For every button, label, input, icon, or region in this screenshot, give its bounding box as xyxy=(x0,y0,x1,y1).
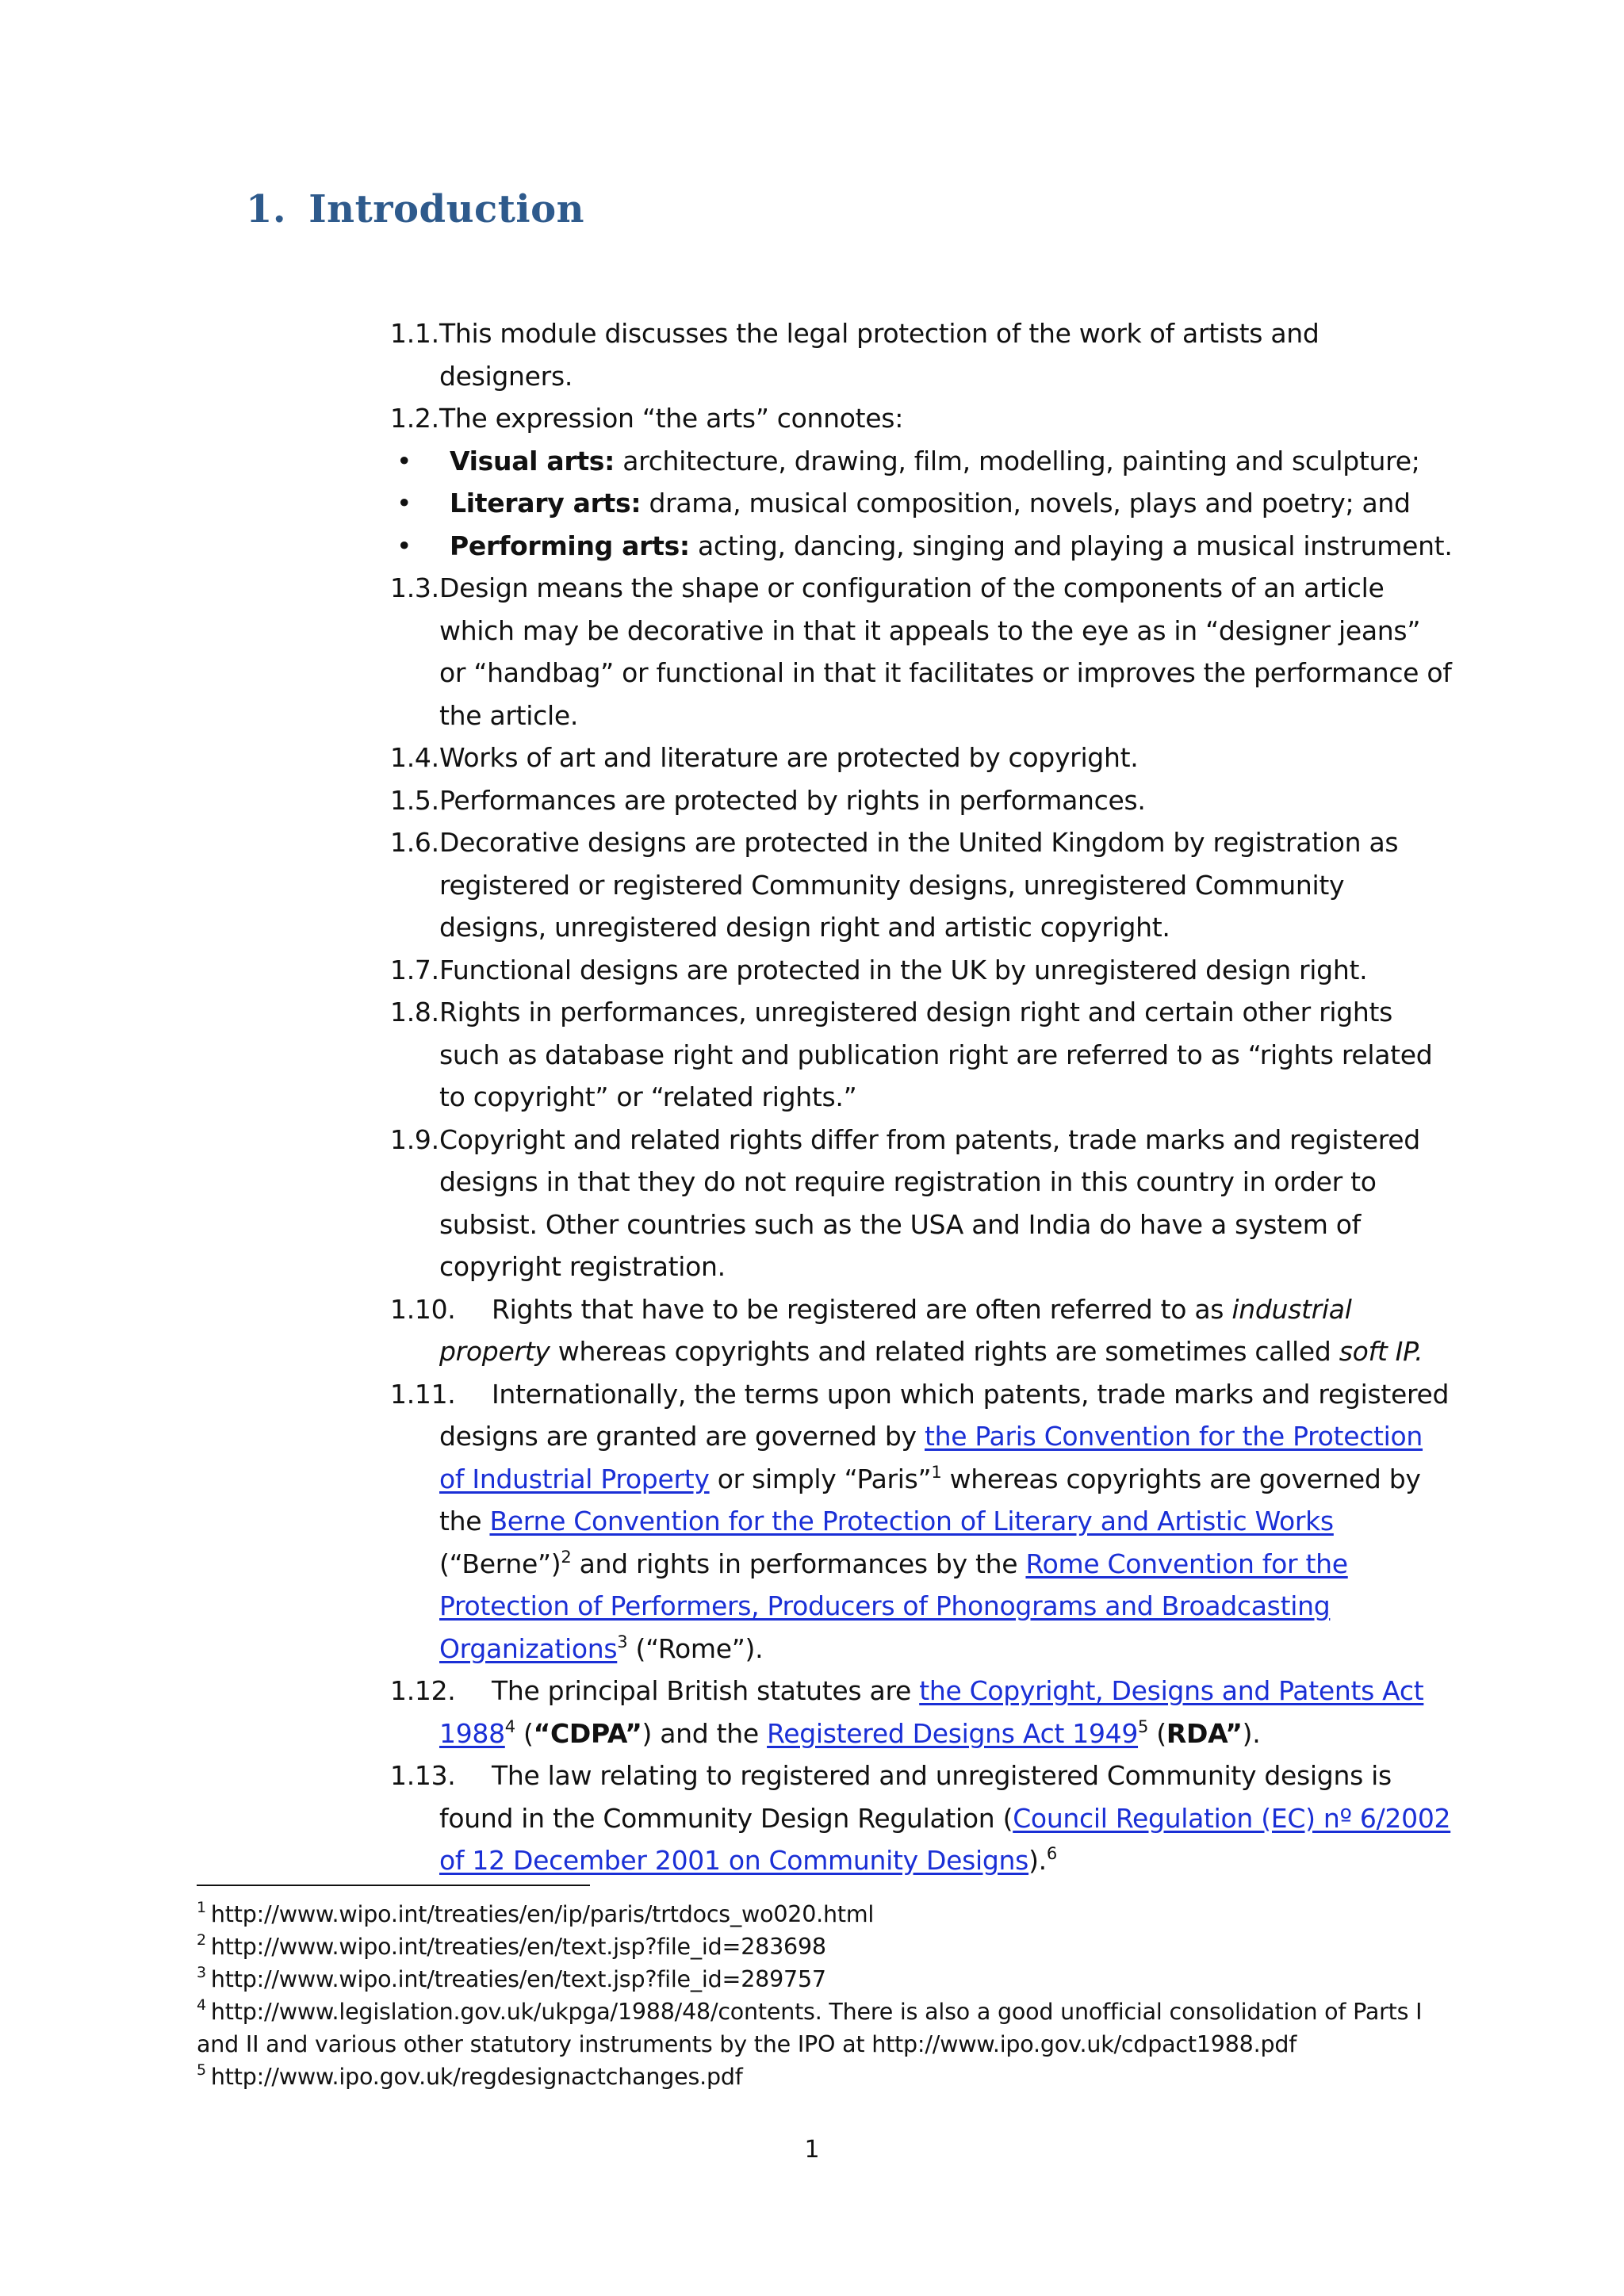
footnote-ref[interactable]: 4 xyxy=(504,1716,515,1736)
paragraph-text: ). xyxy=(1242,1717,1261,1749)
paragraph-1-7 xyxy=(390,949,1453,992)
berne-convention-link[interactable]: Berne Convention for the Protection of Literary and Artistic Works xyxy=(489,1506,1334,1536)
paragraph-text: Design means the shape or configuration of the components of an article which may be decorative in that it appeals to the eye as in “designer jeans” or “handbag” or functional in that it facilitates or improves the performance of the article. xyxy=(439,572,1452,731)
paragraph-text: Performances are protected by rights in performances. xyxy=(439,784,1146,816)
footnote-separator xyxy=(197,1885,590,1886)
paragraph-text: (“Berne”) xyxy=(439,1548,561,1579)
paragraph-1-4 xyxy=(390,737,1453,779)
paragraph-text: Rights in performances, unregistered design right and certain other rights such as database right and publication right are referred to as “rights related to copyright” or “related rights.” xyxy=(439,997,1433,1112)
paragraph-number: 1.7. xyxy=(390,954,439,985)
paragraph-text: This module discusses the legal protection of the work of artists and designers. xyxy=(439,318,1320,392)
council-regulation-link[interactable]: Council Regulation (EC) nº 6/2002 of 12 December 2001 on Community Designs xyxy=(439,1802,1451,1876)
bullet-term: Performing arts: xyxy=(450,530,690,561)
footnote-mark: 4 xyxy=(197,1996,206,2014)
paragraph-number: 1.2. xyxy=(390,403,439,434)
footnote-mark: 1 xyxy=(197,1899,206,1916)
section-number: 1. xyxy=(246,187,287,232)
paragraph-1-11 xyxy=(390,1373,1453,1670)
footnote-ref[interactable]: 3 xyxy=(617,1632,628,1651)
paragraph-text: Copyright and related rights differ from patents, trade marks and registered designs in that they do not require registration in this country in order to subsist. Other countries such as the USA and India do have a system of copyright registration. xyxy=(439,1123,1420,1282)
paragraph-1-5 xyxy=(390,779,1453,822)
paragraph-number: 1.1. xyxy=(390,318,439,349)
paragraph-text: whereas copyrights and related rights are sometimes called xyxy=(550,1336,1339,1367)
footnote xyxy=(197,1898,1434,1931)
paragraph-text: The law relating to registered and unregistered Community designs is found in the Community Design Regulation ( xyxy=(439,1760,1392,1834)
paragraph-1-13 xyxy=(390,1755,1453,1882)
footnote xyxy=(197,2061,1434,2093)
paragraph-number: 1.13. xyxy=(390,1760,456,1791)
section-title: Introduction xyxy=(308,187,585,232)
paragraph-1-2 xyxy=(390,397,1453,440)
paragraph-number: 1.6. xyxy=(390,827,439,858)
footnote-mark: 3 xyxy=(197,1964,206,1981)
paragraph-text: Internationally, the terms upon which patents, trade marks and registered designs are granted are governed by xyxy=(439,1378,1450,1452)
paragraph-number: 1.9. xyxy=(390,1123,439,1155)
paragraph-1-12 xyxy=(390,1670,1453,1755)
paragraph-1-9 xyxy=(390,1119,1453,1288)
section-body xyxy=(390,312,1453,1882)
paris-convention-link[interactable]: the Paris Convention for the Protection of Industrial Property xyxy=(439,1421,1423,1494)
footnote-text: http://www.legislation.gov.uk/ukpga/1988/48/contents. There is also a good unofficial consolidation of Parts I and II and various other statutory instruments by the IPO at http://www.ipo.gov.uk/cdpact1988.pdf xyxy=(197,1999,1423,2057)
rda-link[interactable]: Registered Designs Act 1949 xyxy=(767,1717,1139,1749)
paragraph-text: ( xyxy=(515,1717,534,1749)
paragraph-text: ) and the xyxy=(642,1717,768,1749)
paragraph-text: Functional designs are protected in the UK by unregistered design right. xyxy=(439,954,1368,985)
paragraph-number: 1.8. xyxy=(390,997,439,1027)
footnote-ref[interactable]: 6 xyxy=(1046,1844,1057,1863)
footnote-ref[interactable]: 2 xyxy=(561,1547,572,1567)
page-number: 1 xyxy=(804,2136,820,2164)
paragraph-number: 1.5. xyxy=(390,784,439,816)
paragraph-text: Decorative designs are protected in the United Kingdom by registration as registered or registered Community designs, unregistered Community designs, unregistered design right and artistic copyright. xyxy=(439,827,1399,943)
paragraph-text: The expression “the arts” connotes: xyxy=(439,403,904,434)
paragraph-number: 1.4. xyxy=(390,742,439,773)
footnote xyxy=(197,1931,1434,1963)
bullet-icon: • xyxy=(396,445,412,476)
paragraph-text: ( xyxy=(1148,1717,1166,1749)
abbreviation: “CDPA” xyxy=(533,1717,642,1749)
paragraph-1-10 xyxy=(390,1288,1453,1373)
paragraph-text: Works of art and literature are protected by copyright. xyxy=(439,742,1139,773)
paragraph-text: or simply “Paris” xyxy=(709,1463,932,1494)
cdpa-link[interactable]: the Copyright, Designs and Patents Act 1988 xyxy=(439,1675,1424,1749)
footnote-text: http://www.wipo.int/treaties/en/text.jsp?file_id=289757 xyxy=(210,1966,826,1992)
paragraph-number: 1.11. xyxy=(390,1378,456,1410)
abbreviation: RDA” xyxy=(1166,1717,1243,1749)
paragraph-1-1 xyxy=(390,312,1453,397)
footnote-ref[interactable]: 5 xyxy=(1138,1716,1149,1736)
paragraph-number: 1.12. xyxy=(390,1675,456,1706)
footnote-mark: 5 xyxy=(197,2061,206,2079)
paragraph-number: 1.3. xyxy=(390,572,439,603)
paragraph-text: whereas copyrights are governed by the xyxy=(439,1463,1421,1536)
bullet-item xyxy=(390,482,1453,525)
footnote-ref[interactable]: 1 xyxy=(931,1462,942,1482)
bullet-term: Visual arts: xyxy=(450,445,615,476)
paragraph-text: Rights that have to be registered are often referred to as xyxy=(492,1293,1232,1325)
paragraph-1-8 xyxy=(390,991,1453,1119)
bullet-item xyxy=(390,440,1453,483)
bullet-text: drama, musical composition, novels, plays and poetry; and xyxy=(641,488,1411,519)
paragraph-text: and rights in performances by the xyxy=(571,1548,1026,1579)
footnote-text: http://www.wipo.int/treaties/en/text.jsp?file_id=283698 xyxy=(210,1934,826,1960)
bullet-icon: • xyxy=(396,488,412,519)
bullet-icon: • xyxy=(396,530,412,561)
paragraph-1-6 xyxy=(390,821,1453,949)
bullet-text: architecture, drawing, film, modelling, painting and sculpture; xyxy=(615,445,1420,476)
footnote-mark: 2 xyxy=(197,1931,206,1949)
footnote-text: http://www.wipo.int/treaties/en/ip/paris/trtdocs_wo020.html xyxy=(210,1901,875,1927)
footnote xyxy=(197,1963,1434,1996)
paragraph-text: ). xyxy=(1028,1845,1047,1876)
bullet-term: Literary arts: xyxy=(450,488,642,519)
footnotes xyxy=(197,1898,1434,2093)
rome-convention-link[interactable]: Rome Convention for the Protection of Performers, Producers of Phonograms and Broadcasting Organizations xyxy=(439,1548,1348,1664)
bullet-item xyxy=(390,525,1453,568)
paragraph-1-3 xyxy=(390,567,1453,737)
section-heading xyxy=(246,187,584,232)
paragraph-text: The principal British statutes are xyxy=(492,1675,920,1706)
paragraph-text: (“Rome”). xyxy=(627,1632,764,1664)
footnote-text: http://www.ipo.gov.uk/regdesignactchanges.pdf xyxy=(210,2064,743,2090)
emphasis-text: soft IP. xyxy=(1339,1336,1423,1367)
bullet-text: acting, dancing, singing and playing a musical instrument. xyxy=(689,530,1453,561)
emphasis-text: industrial property xyxy=(439,1293,1352,1367)
paragraph-number: 1.10. xyxy=(390,1293,456,1325)
footnote xyxy=(197,1996,1434,2061)
